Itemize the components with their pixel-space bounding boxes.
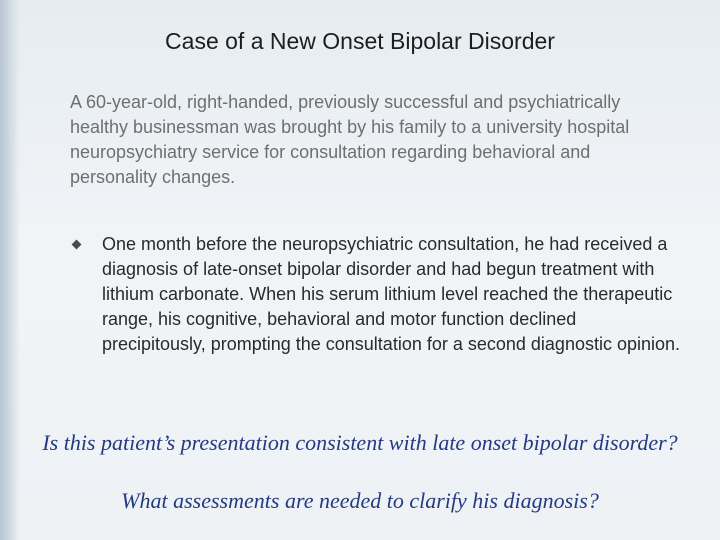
question-diagnosis-consistency: Is this patient’s presentation consistent with late onset bipolar disorder? bbox=[42, 430, 678, 455]
case-intro-text: A 60-year-old, right-handed, previously successful and psychiatrically healthy businessman was brought by his family to a university hospital neuropsychiatry service for consultation regarding behavioral and personality changes. bbox=[70, 92, 630, 187]
slide-title: Case of a New Onset Bipolar Disorder bbox=[165, 28, 555, 54]
diamond-bullet-icon bbox=[72, 240, 82, 250]
question-assessments-needed: What assessments are needed to clarify his diagnosis? bbox=[121, 488, 599, 513]
slide-left-edge bbox=[0, 0, 20, 540]
bullet-item bbox=[70, 232, 680, 357]
bullet-text: One month before the neuropsychiatric consultation, he had received a diagnosis of late-onset bipolar disorder and had begun treatment with lithium carbonate. When his serum lithium level reached the therapeutic range, his cognitive, behavioral and motor function declined precipitously, prompting the consultation for a second diagnostic opinion. bbox=[102, 234, 681, 354]
